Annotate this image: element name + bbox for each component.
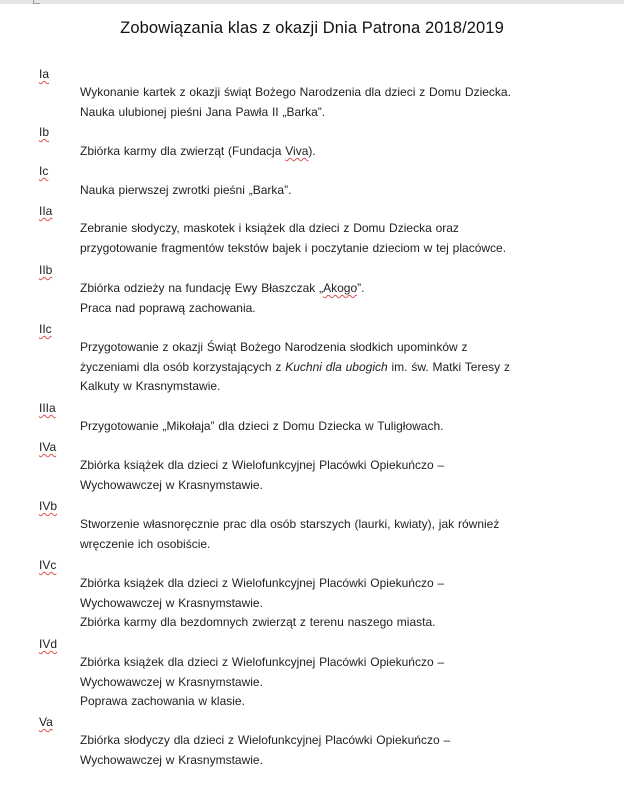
description-line: Kalkuty w Krasnymstawie. — [80, 379, 221, 393]
entry-description — [80, 338, 620, 397]
class-label: IVa — [39, 440, 57, 454]
description-line: Praca nad poprawą zachowania. — [80, 300, 256, 315]
spellcheck-word: Akogo — [323, 281, 358, 295]
entry-description — [80, 456, 620, 495]
description-line: Zbiórka słodyczy dla dzieci z Wielofunkcyjnej Placówki Opiekuńczo – — [80, 733, 451, 747]
class-label: IVd — [39, 637, 58, 651]
description-line: Wychowawczej w Krasnymstawie. — [80, 674, 263, 689]
description-line: Zbiórka karmy dla bezdomnych zwierząt z terenu naszego miasta. — [80, 615, 436, 629]
description-line: Przygotowanie z okazji Świąt Bożego Narodzenia słodkich upominków z — [80, 340, 468, 354]
class-label: IIIa — [39, 401, 56, 415]
entry-description — [80, 219, 620, 258]
entry-description — [80, 417, 620, 437]
class-label: IVb — [39, 499, 58, 513]
class-label: Ic — [39, 164, 49, 178]
class-label: IIc — [39, 322, 52, 336]
class-label: IVc — [39, 558, 57, 572]
description-line: Stworzenie własnoręcznie prac dla osób starszych (laurki, kwiaty), jak również — [80, 517, 500, 531]
description-line: przygotowanie fragmentów tekstów bajek i poczytanie dzieciom w tej placówce. — [80, 240, 507, 255]
description-line: wręczenie ich osobiście. — [80, 536, 211, 551]
italic-phrase: Kuchni dla ubogich — [285, 359, 388, 374]
entry-description — [80, 142, 620, 162]
description-line: Zbiórka książek dla dzieci z Wielofunkcyjnej Placówki Opiekuńczo – — [80, 576, 445, 590]
class-label: Va — [39, 715, 53, 729]
entry-description — [80, 83, 620, 122]
description-line: Poprawa zachowania w klasie. — [80, 694, 245, 708]
description-line: Przygotowanie „Mikołaja” dla dzieci z Domu Dziecka w Tuligłowach. — [80, 419, 444, 433]
description-line: Wychowawczej w Krasnymstawie. — [80, 477, 263, 492]
description-line: Zebranie słodyczy, maskotek i książek dla dzieci z Domu Dziecka oraz — [80, 221, 459, 235]
description-line: Zbiórka karmy dla zwierząt (Fundacja Viva). — [80, 144, 316, 158]
entry-description — [80, 515, 620, 554]
entry-description — [80, 653, 620, 712]
description-line: Nauka pierwszej zwrotki pieśni „Barka”. — [80, 183, 292, 197]
description-line: Wychowawczej w Krasnymstawie. — [80, 752, 263, 767]
description-line: Zbiórka odzieży na fundację Ewy Błaszczak „Akogo”. — [80, 281, 365, 295]
description-line: Zbiórka książek dla dzieci z Wielofunkcyjnej Placówki Opiekuńczo – — [80, 458, 445, 472]
description-line: Wykonanie kartek z okazji świąt Bożego Narodzenia dla dzieci z Domu Dziecka. — [80, 85, 511, 99]
entry-description — [80, 279, 620, 318]
description-line: życzeniami dla osób korzystających z Kuchni dla ubogich im. św. Matki Teresy z — [80, 359, 510, 374]
description-line: Zbiórka książek dla dzieci z Wielofunkcyjnej Placówki Opiekuńczo – — [80, 655, 445, 669]
entry-description — [80, 731, 620, 770]
class-label: IIa — [39, 204, 53, 218]
description-line: Nauka ulubionej pieśni Jana Pawła II „Barka”. — [80, 104, 326, 119]
document-title: Zobowiązania klas z okazji Dnia Patrona 2018/2019 — [120, 19, 504, 37]
entry-description — [80, 181, 620, 201]
class-label: Ia — [39, 67, 50, 81]
class-label: Ib — [39, 125, 50, 139]
description-line: Wychowawczej w Krasnymstawie. — [80, 595, 263, 610]
class-label: IIb — [39, 263, 53, 277]
document-page[interactable] — [0, 4, 624, 789]
entry-description — [80, 574, 620, 633]
spellcheck-word: Viva — [285, 144, 309, 158]
